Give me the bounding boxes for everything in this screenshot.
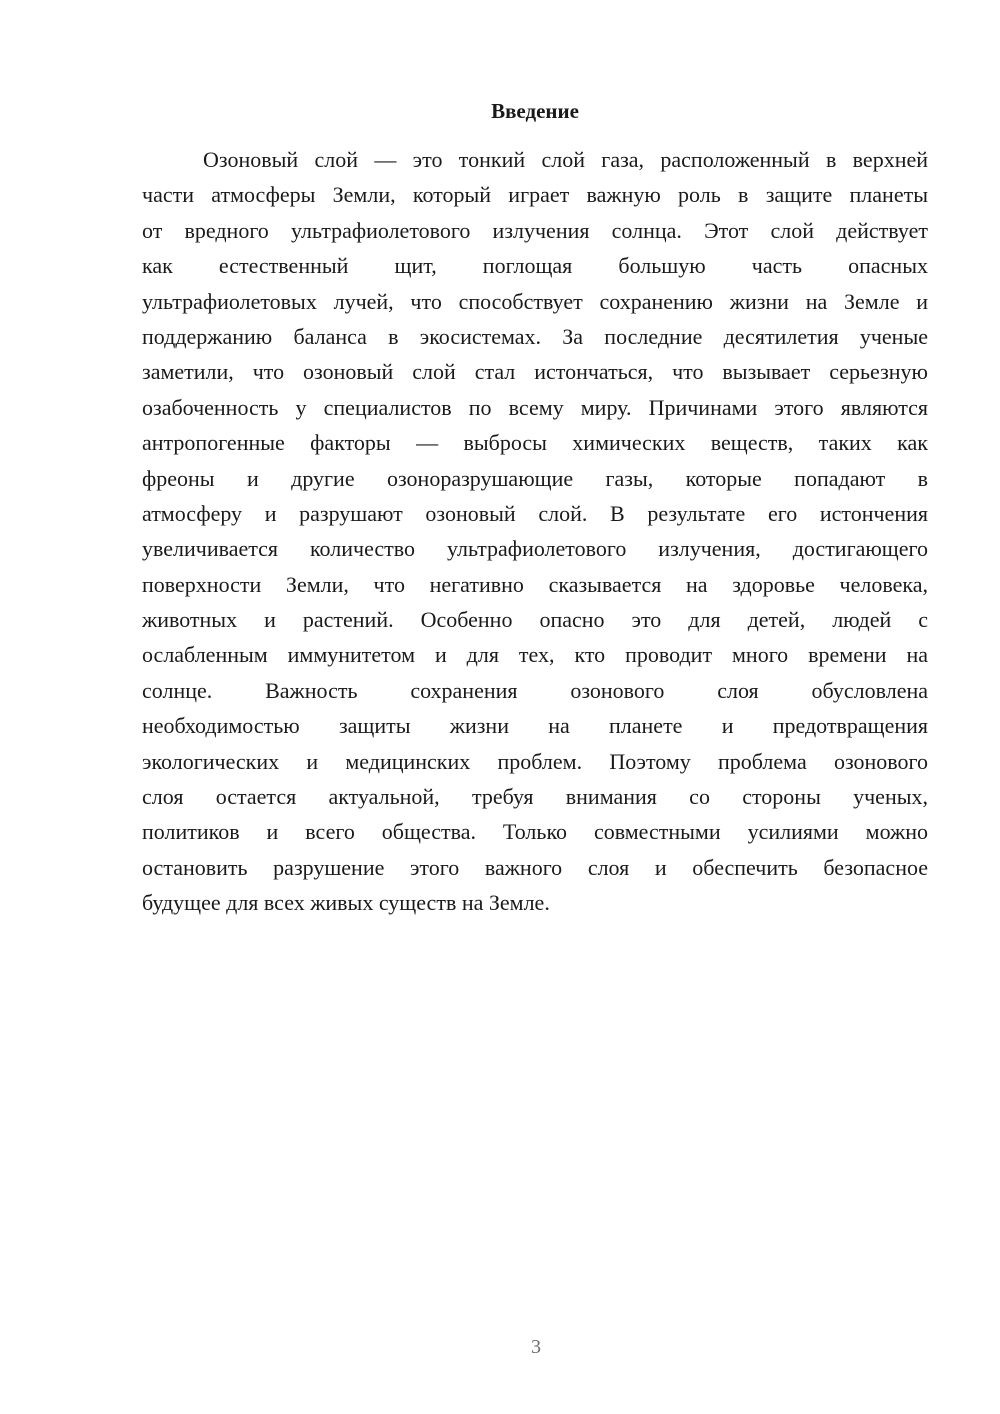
paragraph-line: политиков и всего общества. Только совместными усилиями можно: [142, 819, 928, 845]
paragraph-line: от вредного ультрафиолетового излучения солнца. Этот слой действует: [142, 217, 928, 243]
section-heading: Введение: [491, 99, 579, 123]
paragraph-line: будущее для всех живых существ на Земле.: [142, 890, 550, 916]
paragraph-line: как естественный щит, поглощая большую часть опасных: [142, 253, 928, 279]
introduction-paragraph: [142, 142, 928, 921]
paragraph-line: остановить разрушение этого важного слоя и обеспечить безопасное: [142, 854, 928, 880]
paragraph-line: необходимостью защиты жизни на планете и предотвращения: [142, 713, 928, 739]
paragraph-line: части атмосферы Земли, который играет важную роль в защите планеты: [142, 182, 928, 208]
paragraph-line: заметили, что озоновый слой стал истончаться, что вызывает серьезную: [142, 359, 928, 385]
paragraph-line: ультрафиолетовых лучей, что способствует сохранению жизни на Земле и: [142, 288, 928, 314]
paragraph-line: поверхности Земли, что негативно сказывается на здоровье человека,: [142, 571, 928, 597]
paragraph-line: слоя остается актуальной, требуя внимания со стороны ученых,: [142, 784, 928, 810]
page-number: 3: [531, 1336, 541, 1358]
paragraph-line: солнце. Важность сохранения озонового слоя обусловлена: [142, 677, 928, 703]
paragraph-line: антропогенные факторы — выбросы химических веществ, таких как: [142, 430, 928, 456]
paragraph-line: поддержанию баланса в экосистемах. За последние десятилетия ученые: [142, 323, 928, 349]
paragraph-line: экологических и медицинских проблем. Поэтому проблема озонового: [142, 748, 928, 774]
paragraph-line: Озоновый слой — это тонкий слой газа, расположенный в верхней: [203, 147, 928, 172]
paragraph-line: увеличивается количество ультрафиолетового излучения, достигающего: [142, 536, 928, 562]
paragraph-line: фреоны и другие озоноразрушающие газы, которые попадают в: [142, 465, 928, 491]
paragraph-line: атмосферу и разрушают озоновый слой. В результате его истончения: [142, 500, 928, 526]
paragraph-line: животных и растений. Особенно опасно это для детей, людей с: [142, 607, 928, 633]
paragraph-line: ослабленным иммунитетом и для тех, кто проводит много времени на: [142, 642, 928, 668]
paragraph-line: озабоченность у специалистов по всему миру. Причинами этого являются: [142, 394, 928, 420]
